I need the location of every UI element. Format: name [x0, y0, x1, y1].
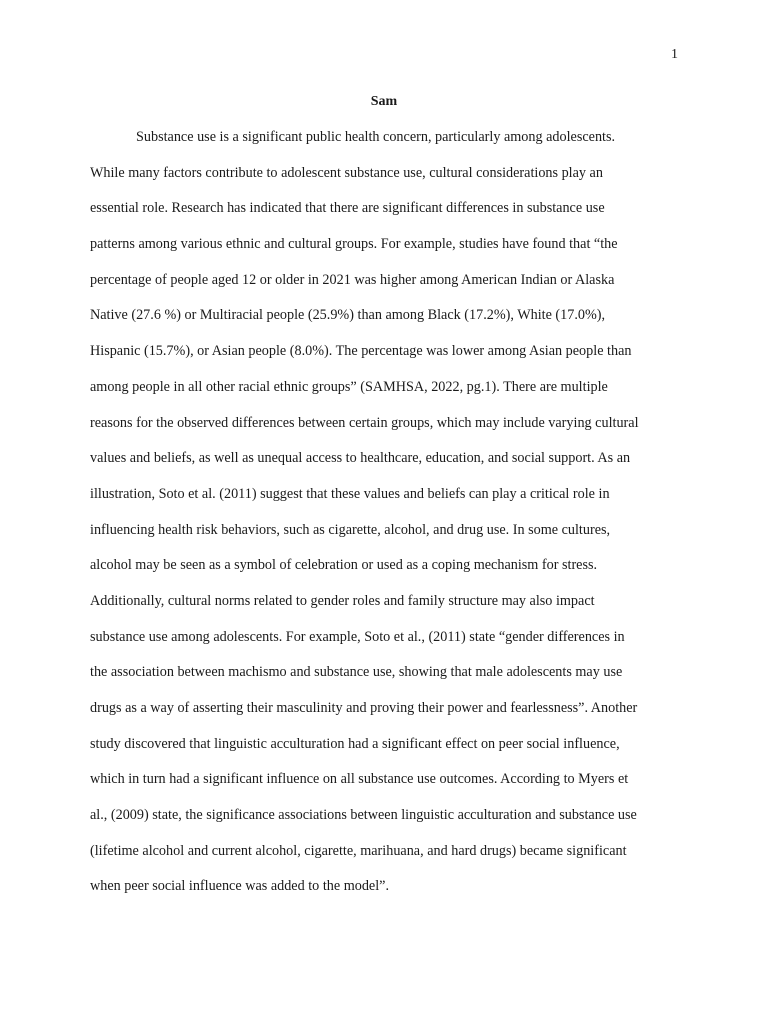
- paragraph-line: Hispanic (15.7%), or Asian people (8.0%). The percentage was lower among Asian people than: [90, 343, 632, 360]
- document-title: Sam: [370, 94, 398, 109]
- paragraph-line: influencing health risk behaviors, such as cigarette, alcohol, and drug use. In some cultures,: [90, 521, 611, 538]
- paragraph-line: which in turn had a significant influence on all substance use outcomes. According to Myers et: [90, 771, 629, 788]
- paragraph-line: Additionally, cultural norms related to gender roles and family structure may also impact: [90, 592, 595, 609]
- page-number: 1: [671, 47, 678, 62]
- paragraph-line: when peer social influence was added to the model”.: [90, 878, 390, 895]
- paragraph-line: values and beliefs, as well as unequal access to healthcare, education, and social support. As an: [90, 450, 631, 467]
- paragraph-line: among people in all other racial ethnic groups” (SAMHSA, 2022, pg.1). There are multiple: [90, 378, 608, 395]
- paragraph-line: alcohol may be seen as a symbol of celebration or used as a coping mechanism for stress.: [90, 557, 598, 574]
- paragraph-line: patterns among various ethnic and cultural groups. For example, studies have found that “the: [90, 236, 618, 253]
- paragraph-line: al., (2009) state, the significance associations between linguistic acculturation and substance use: [90, 807, 637, 824]
- paragraph-line: percentage of people aged 12 or older in 2021 was higher among American Indian or Alaska: [90, 271, 615, 288]
- paragraph-line: Native (27.6 %) or Multiracial people (25.9%) than among Black (17.2%), White (17.0%),: [90, 307, 606, 324]
- paragraph-line: the association between machismo and substance use, showing that male adolescents may use: [90, 664, 623, 681]
- paragraph-line: drugs as a way of asserting their masculinity and proving their power and fearlessness”. Another: [90, 700, 638, 716]
- paragraph-line: essential role. Research has indicated that there are significant differences in substance use: [90, 200, 605, 217]
- paragraph-line: reasons for the observed differences between certain groups, which may include varying cultural: [90, 414, 639, 431]
- paragraph-line: (lifetime alcohol and current alcohol, cigarette, marihuana, and hard drugs) became significant: [90, 842, 627, 859]
- paragraph-line: substance use among adolescents. For example, Soto et al., (2011) state “gender differences in: [90, 628, 625, 645]
- paragraph-line: illustration, Soto et al. (2011) suggest that these values and beliefs can play a critical role in: [90, 485, 610, 502]
- paragraph-line: Substance use is a significant public health concern, particularly among adolescents.: [136, 129, 616, 145]
- paragraph-line: While many factors contribute to adolescent substance use, cultural considerations play an: [90, 164, 603, 181]
- paragraph-line: study discovered that linguistic acculturation had a significant effect on peer social influence,: [90, 735, 620, 752]
- body-paragraph: [90, 128, 690, 913]
